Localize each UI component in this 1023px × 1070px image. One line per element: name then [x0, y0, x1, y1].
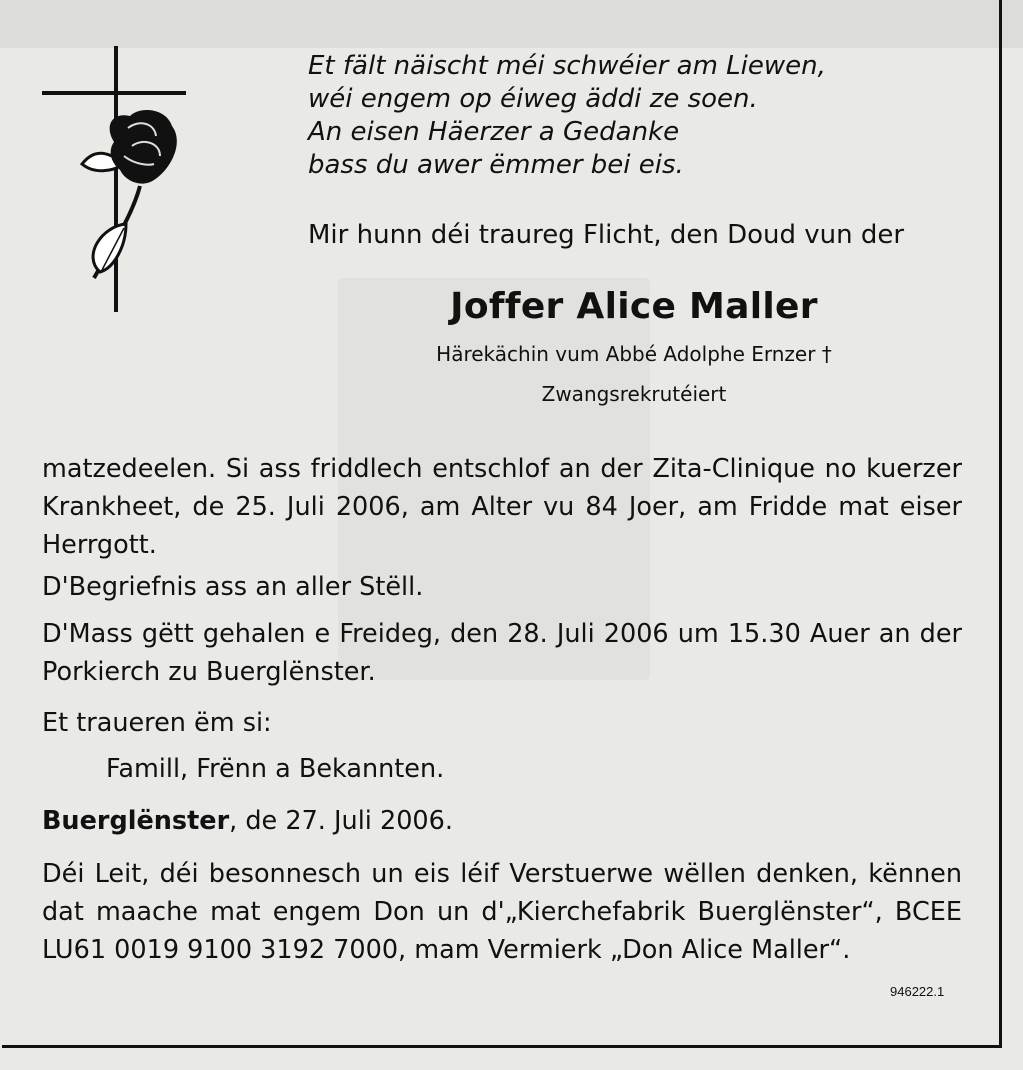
mass-paragraph: D'Mass gëtt gehalen e Freideg, den 28. Juli 2006 um 15.30 Auer an der Porkierch zu Buerglënster. — [42, 619, 962, 687]
verse-line: Et fält näischt méi schwéier am Liewen, — [308, 51, 826, 81]
obituary-notice — [2, 0, 1002, 1048]
verse-line: An eisen Häerzer a Gedanke — [308, 117, 680, 147]
mourners-list: Famill, Frënn a Bekannten. — [106, 754, 445, 784]
notice-date: , de 27. Juli 2006. — [229, 806, 453, 836]
place-date-line — [42, 802, 962, 840]
deceased-name: Joffer Alice Maller — [450, 286, 818, 327]
donation-paragraph: Déi Leit, déi besonnesch un eis léif Verstuerwe wëllen denken, kënnen dat maache mat engem Don un d'„Kierchefabrik Buerglënster“, BCEE LU61 0019 9100 3192 7000, mam Vermierk „Don Alice Maller“. — [42, 859, 962, 965]
verse-line: bass du awer ëmmer bei eis. — [308, 150, 684, 180]
verse — [308, 50, 826, 182]
burial-paragraph: D'Begriefnis ass an aller Stëll. — [42, 572, 424, 602]
intro-text: Mir hunn déi traureg Flicht, den Doud vun der — [308, 220, 905, 250]
deceased-note: Zwangsrekrutéiert — [541, 382, 727, 406]
verse-line: wéi engem op éiweg äddi ze soen. — [308, 84, 758, 114]
cross-with-rose-icon — [42, 46, 192, 316]
place-name: Buerglënster — [42, 806, 230, 836]
mourners-intro: Et traueren ëm si: — [42, 708, 272, 738]
announcement-paragraph: matzedeelen. Si ass friddlech entschlof an der Zita-Clinique no kuerzer Krankheet, de 25. Juli 2006, am Alter vu 84 Joer, am Fridde mat eiser Herrgott. — [42, 454, 962, 560]
reference-number: 946222.1 — [890, 984, 945, 999]
deceased-role: Härekächin vum Abbé Adolphe Ernzer † — [436, 342, 832, 366]
